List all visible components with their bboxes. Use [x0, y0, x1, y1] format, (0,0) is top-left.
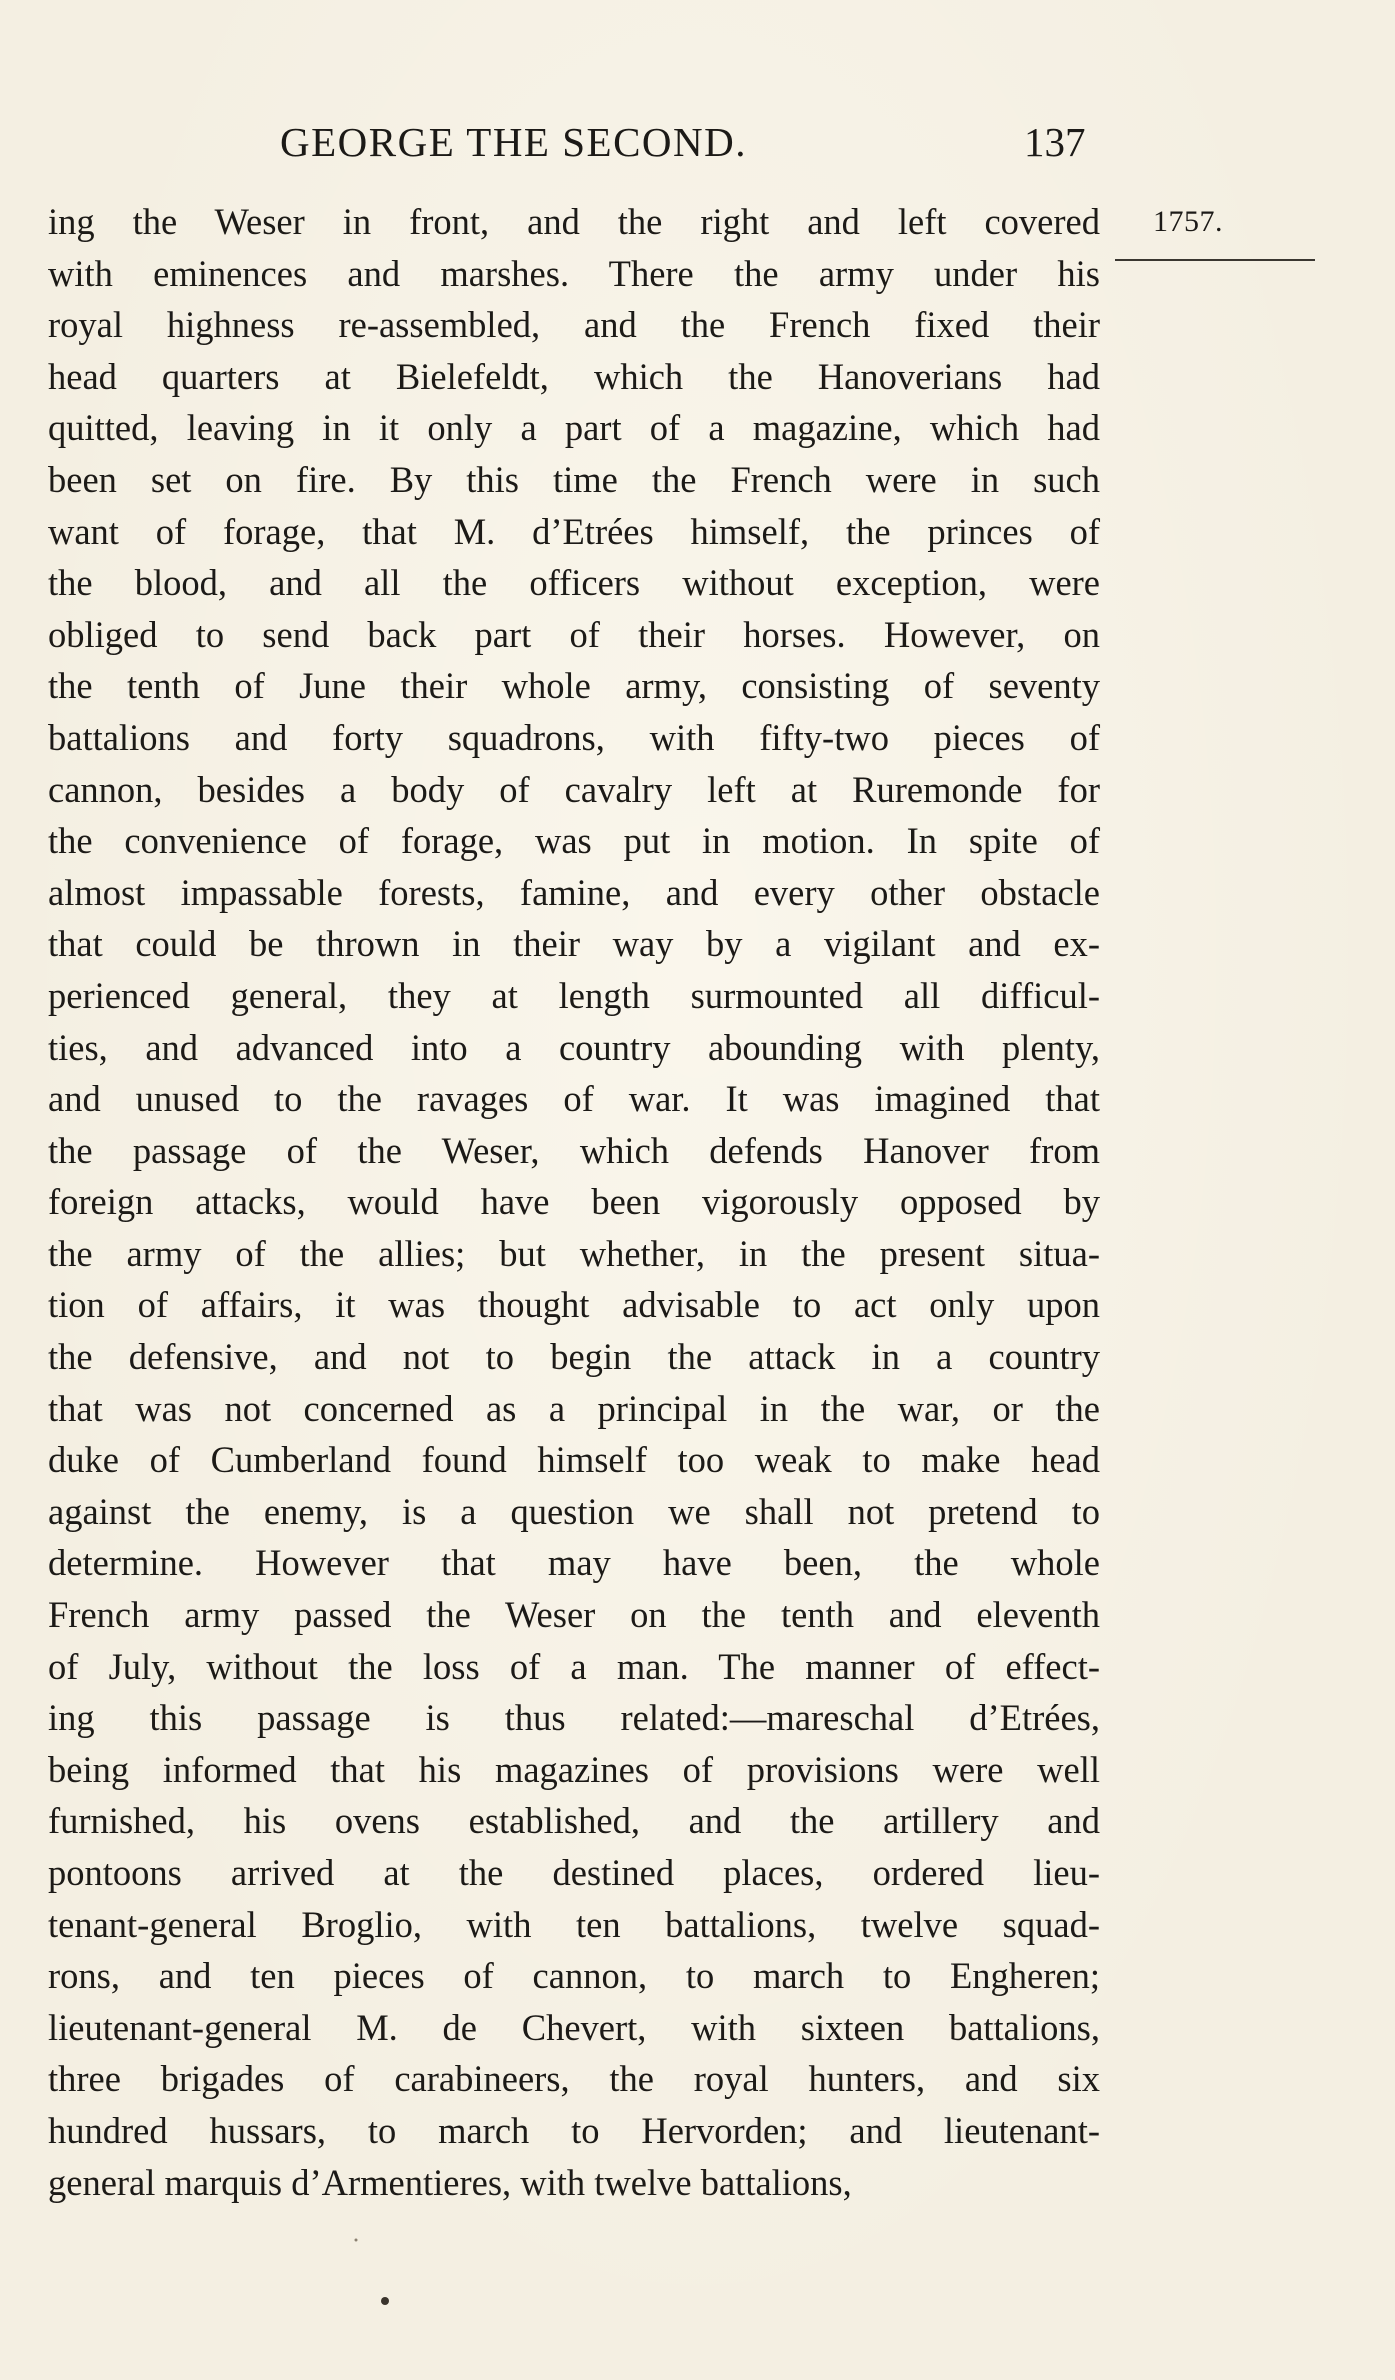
- text-line: that could be thrown in their way by a vigilant and ex-: [48, 923, 1100, 965]
- running-head: [0, 118, 1395, 178]
- text-line: been set on fire. By this time the French were in such: [48, 458, 1100, 500]
- text-line: with eminences and marshes. There the army under his: [48, 252, 1100, 294]
- text-line: against the enemy, is a question we shall not pretend to: [48, 1490, 1100, 1532]
- text-line: pontoons arrived at the destined places, ordered lieu-: [48, 1852, 1100, 1893]
- margin-year: 1757.: [1153, 205, 1223, 238]
- running-title: GEORGE THE SECOND.: [280, 119, 747, 165]
- text-line: want of forage, that M. d’Etrées himself, the princes of: [48, 510, 1100, 552]
- text-line: tenant-general Broglio, with ten battalions, twelve squad-: [48, 1903, 1100, 1945]
- text-line: three brigades of carabineers, the royal hunters, and six: [48, 2058, 1100, 2100]
- text-line: obliged to send back part of their horses. However, on: [48, 613, 1100, 655]
- text-line: general marquis d’Armentieres, with twelve battalions,: [48, 2161, 852, 2203]
- text-line: ties, and advanced into a country abounding with plenty,: [48, 1026, 1100, 1068]
- text-line: the tenth of June their whole army, consisting of seventy: [48, 665, 1100, 707]
- paper-speck: [381, 2297, 389, 2305]
- text-line: hundred hussars, to march to Hervorden; and lieutenant-: [48, 2109, 1100, 2151]
- text-line: that was not concerned as a principal in the war, or the: [48, 1387, 1100, 1429]
- text-line: ing the Weser in front, and the right and left covered: [48, 201, 1100, 242]
- text-line: the defensive, and not to begin the attack in a country: [48, 1336, 1100, 1378]
- text-line: the blood, and all the officers without exception, were: [48, 562, 1100, 604]
- text-line: tion of affairs, it was thought advisable to act only upon: [48, 1284, 1100, 1326]
- text-line: foreign attacks, would have been vigorously opposed by: [48, 1181, 1100, 1223]
- text-line: the passage of the Weser, which defends Hanover from: [48, 1129, 1100, 1171]
- text-line: battalions and forty squadrons, with fifty-two pieces of: [48, 716, 1100, 758]
- text-line: ing this passage is thus related:—mareschal d’Etrées,: [48, 1697, 1100, 1739]
- text-line: determine. However that may have been, the whole: [48, 1542, 1100, 1584]
- text-line: cannon, besides a body of cavalry left at Ruremonde for: [48, 768, 1100, 810]
- text-line: head quarters at Bielefeldt, which the Hanoverians had: [48, 355, 1100, 397]
- text-line: the army of the allies; but whether, in the present situa-: [48, 1232, 1100, 1274]
- text-line: the convenience of forage, was put in motion. In spite of: [48, 820, 1100, 862]
- page-number: 137: [1024, 119, 1086, 165]
- paper-speck: [355, 2239, 358, 2242]
- text-line: and unused to the ravages of war. It was imagined that: [48, 1078, 1100, 1120]
- text-line: furnished, his ovens established, and the artillery and: [48, 1800, 1100, 1842]
- margin-rule: [1115, 259, 1315, 261]
- text-line: almost impassable forests, famine, and every other obstacle: [48, 871, 1100, 913]
- text-line: perienced general, they at length surmounted all difficul-: [48, 974, 1100, 1016]
- margin-note: [1153, 205, 1313, 265]
- text-line: being informed that his magazines of provisions were well: [48, 1748, 1100, 1790]
- text-line: lieutenant-general M. de Chevert, with sixteen battalions,: [48, 2006, 1100, 2048]
- text-line: duke of Cumberland found himself too weak to make head: [48, 1439, 1100, 1481]
- text-line: of July, without the loss of a man. The manner of effect-: [48, 1645, 1100, 1687]
- text-line: rons, and ten pieces of cannon, to march to Engheren;: [48, 1955, 1100, 1997]
- text-line: quitted, leaving in it only a part of a magazine, which had: [48, 407, 1100, 449]
- text-line: French army passed the Weser on the tenth and eleventh: [48, 1594, 1100, 1636]
- body-text: [48, 196, 1100, 2208]
- text-line: royal highness re-assembled, and the French fixed their: [48, 304, 1100, 346]
